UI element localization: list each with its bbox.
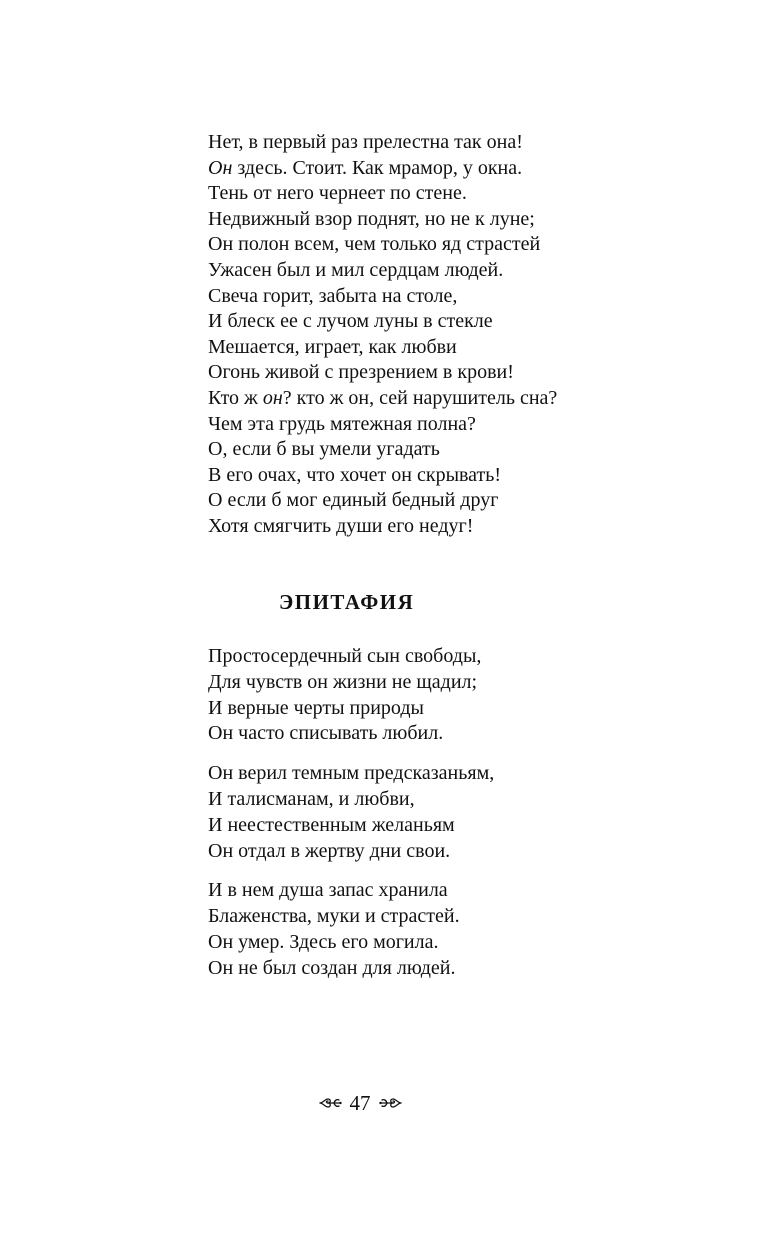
poem-line: В его очах, что хочет он скрывать! <box>208 463 502 486</box>
italic-word: Он <box>208 156 233 179</box>
poem-line: Мешается, играет, как любви <box>208 335 457 358</box>
line-rest: ? кто ж он, сей нарушитель сна? <box>282 386 558 409</box>
poem-line: Он часто списывать любил. <box>208 722 444 745</box>
poem-line: Тень от него чернеет по стене. <box>208 182 467 205</box>
poem-line: И в нем душа запас хранила <box>208 879 448 902</box>
italic-word: он <box>262 386 283 409</box>
stanza <box>208 878 688 981</box>
fleuron-icon <box>318 1094 342 1112</box>
poem-line: Свеча горит, забыта на столе, <box>208 284 458 307</box>
poem-line: Огонь живой с презрением в крови! <box>208 361 514 384</box>
poem-line: Он полон всем, чем только яд страстей <box>208 233 541 256</box>
poem-line: Нет, в первый раз прелестна так она! <box>208 131 523 153</box>
line-start: Кто ж <box>208 386 263 409</box>
page-footer <box>308 1088 412 1118</box>
page-number: 47 <box>349 1091 371 1115</box>
poem-line: Чем эта грудь мятежная полна? <box>208 412 476 435</box>
stanza <box>208 644 688 747</box>
line-rest: здесь. Стоит. Как мрамор, у окна. <box>232 156 523 179</box>
poem-line: Он верил темным предсказаньям, <box>208 762 495 785</box>
poem-line: И талисманам, и любви, <box>208 787 415 810</box>
poem-2 <box>208 644 688 996</box>
poem-line: Недвижный взор поднят, но не к луне; <box>208 207 535 230</box>
poem-line: Ужасен был и мил сердцам людей. <box>208 258 504 281</box>
poem-line: Блаженства, муки и страстей. <box>208 905 460 928</box>
poem-line: О если б мог единый бедный друг <box>208 489 499 512</box>
poem-line: Он умер. Здесь его могила. <box>208 930 439 953</box>
poem-title: ЭПИТАФИЯ <box>279 590 415 614</box>
poem-line: И верные черты природы <box>208 696 424 719</box>
poem-line: Хотя смягчить души его недуг! <box>208 514 474 537</box>
poem-line: Для чувств он жизни не щадил; <box>208 670 478 693</box>
poem-line: И блеск ее с лучом луны в стекле <box>208 310 493 333</box>
poem-1 <box>208 130 688 540</box>
poem-line: Он отдал в жертву дни свои. <box>208 839 451 862</box>
poem-line: И неестественным желаньям <box>208 813 455 836</box>
fleuron-icon <box>379 1094 403 1112</box>
stanza <box>208 761 688 864</box>
poem-line: Простосердечный сын свободы, <box>208 645 482 667</box>
poem-line <box>208 156 688 182</box>
poem-line: Он не был создан для людей. <box>208 956 456 979</box>
poem-line: О, если б вы умели угадать <box>208 438 440 461</box>
poem-line <box>208 386 688 412</box>
